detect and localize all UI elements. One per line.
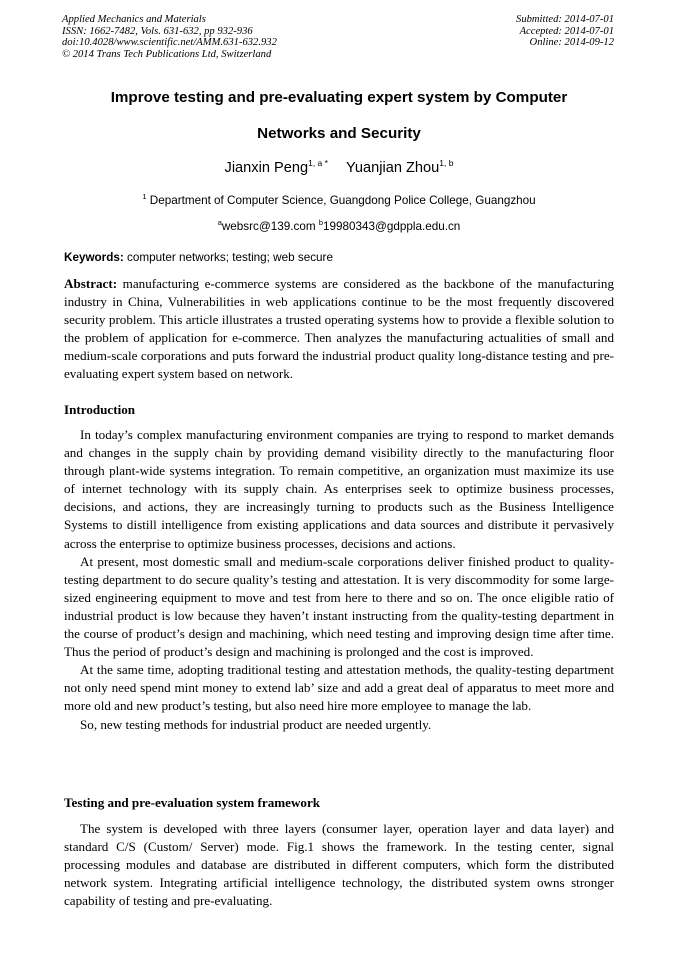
- accepted-date: Accepted: 2014-07-01: [519, 25, 614, 37]
- paragraph: In today’s complex manufacturing environment companies are trying to respond to market demands and changes in the supply chain by providing demand visibility directly to the manufacturing floor through plant-wide systems integration. To remain competitive, an organization must maximize its use of internet technology with its supply chain. As enterprises seek to optimize business processes, decisions, and actions, they are increasingly turning to products such as the Business Intelligence Systems to distill intelligence from existing applications and data sources and distribute it pervasively across the enterprise to optimize business processes, decisions and actions.: [64, 427, 614, 551]
- paragraph: At present, most domestic small and medium-scale corporations deliver finished product to quality-testing department to do secure quality’s testing and attestation. It is very discommodity for some large-sized engineering equipment to move and test from here to there and so on. The once eligible ratio of industrial product is low because they haven’t instant instructing from the quality-testing department in the course of product’s design and machining, which need testing and improving design time after time. Thus the period of product’s design and machining is prolonged and the cost is improved.: [64, 553, 614, 660]
- email-marker: a: [217, 218, 222, 227]
- journal-info: [62, 14, 277, 60]
- keywords-text: computer networks; testing; web secure: [127, 251, 333, 264]
- online-date: Online: 2014-09-12: [529, 37, 614, 48]
- journal-doi: doi:10.4028/www.scientific.net/AMM.631-632.932: [62, 37, 277, 48]
- author-emails: [40, 220, 638, 233]
- paper-title-line-1: Improve testing and pre-evaluating expert system by Computer: [110, 89, 568, 106]
- section-heading-introduction: Introduction: [64, 402, 136, 417]
- email-address[interactable]: websrc@139.com: [221, 220, 316, 233]
- section-heading-framework: Testing and pre-evaluation system framework: [64, 795, 321, 810]
- author-affiliation-marker: 1, b: [439, 158, 454, 168]
- abstract-label: Abstract:: [64, 276, 118, 291]
- journal-name: Applied Mechanics and Materials: [62, 14, 206, 25]
- author-name: Jianxin Peng: [224, 160, 309, 176]
- email-marker: b: [318, 218, 323, 227]
- author-name: Yuanjian Zhou: [345, 160, 440, 176]
- author-affiliation-marker: 1, a *: [308, 158, 328, 168]
- abstract-text: manufacturing e-commerce systems are considered as the backbone of the manufacturing industry in China, Vulnerabilities in web applications continue to be the most frequently discovered security problem. This article illustrates a trusted operating systems how to provide a flexible solution to the problem of application for e-commerce. Then analyzes the manufacturing actualities of small and medium-scale corporations and puts forward the industrial product quality long-distance testing and pre-evaluating expert system based on network.: [64, 276, 614, 382]
- affiliation-marker: 1: [142, 192, 147, 201]
- journal-issn: ISSN: 1662-7482, Vols. 631-632, pp 932-936: [62, 25, 253, 37]
- submitted-date: Submitted: 2014-07-01: [516, 14, 614, 25]
- publication-dates: [516, 14, 614, 49]
- paragraph: The system is developed with three layers (consumer layer, operation layer and data layer) and standard C/S (Custom/ Server) mode. Fig.1 shows the framework. In the testing center, signal processing modules and database are distributed in different computers, which form the distributed network system. Integrating artificial intelligence technology, the distributed system owns stronger capability of testing and pre-evaluating.: [64, 821, 614, 909]
- paper-title-line-2: Networks and Security: [257, 125, 421, 142]
- keywords: [64, 251, 333, 264]
- affiliation-text: Department of Computer Science, Guangdong Police College, Guangzhou: [149, 194, 536, 207]
- keywords-label: Keywords:: [64, 251, 124, 264]
- affiliation: [40, 194, 638, 207]
- paragraph: At the same time, adopting traditional testing and attestation methods, the quality-testing department not only need spend mint money to extend lab’ size and add a great deal of apparatus to meet more and more old and new product’s testing, but also need hire more employee to manage the lab.: [64, 662, 614, 714]
- email-address[interactable]: 19980343@gdppla.edu.cn: [323, 220, 461, 233]
- paragraph: So, new testing methods for industrial product are needed urgently.: [80, 716, 432, 732]
- framework-body: [64, 820, 614, 910]
- journal-copyright: © 2014 Trans Tech Publications Ltd, Switzerland: [62, 48, 272, 60]
- introduction-body: [64, 426, 614, 734]
- author-list: [40, 160, 638, 176]
- abstract: [64, 275, 614, 384]
